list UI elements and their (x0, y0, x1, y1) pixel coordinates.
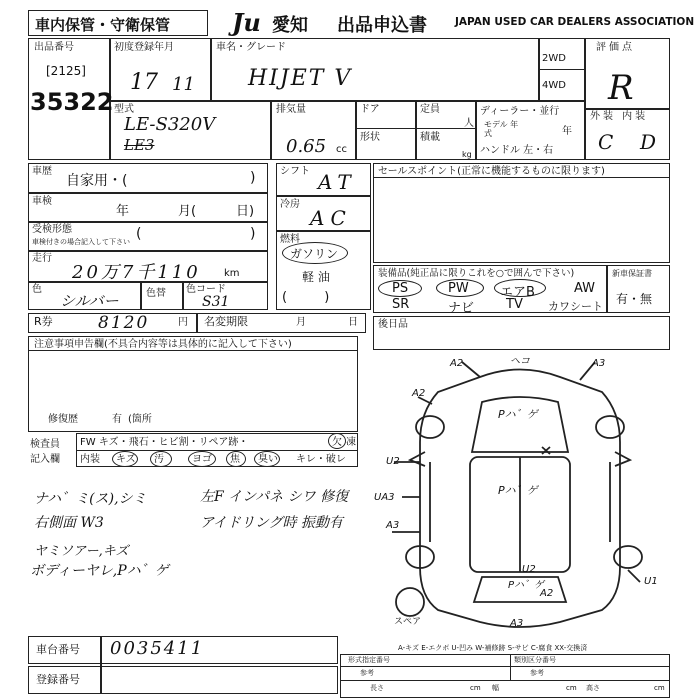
int-circle-2 (150, 451, 172, 467)
inspection-month: 月( (178, 204, 197, 219)
int-item-smell: 臭い (258, 454, 278, 465)
interior-grade: D (640, 130, 657, 154)
load-unit: kg (462, 150, 472, 159)
equip-ps: PS (392, 281, 409, 296)
color-code-value: S31 (202, 294, 230, 310)
acceptance-note: 車検付きの場合記入して下さい (32, 238, 130, 246)
recycle-yen: 円 (178, 317, 188, 328)
chassis-value: 0035411 (110, 638, 205, 659)
equip-kawa-seat: カワシート (548, 300, 603, 313)
diagram-label-a2-top: A2 (450, 358, 464, 369)
inspection-year: 年 (116, 204, 130, 219)
shift-label: シフト (280, 166, 310, 177)
name-change-day: 日 (348, 317, 358, 328)
capacity-unit: 人 (464, 118, 474, 129)
equip-sr: SR (392, 297, 410, 312)
category-ref: 参考 (530, 669, 544, 677)
note-line-4: アイドリング時 振動有 (200, 515, 343, 531)
selling-points-label: セールスポイント(正常に機能するものに限ります) (378, 166, 605, 177)
first-reg-year: 17 (130, 70, 158, 95)
model-label: 型式 (114, 104, 134, 115)
note-line-3: 右側面 W3 (34, 515, 104, 531)
notes-title: 注意事項申告欄(不具合内容等は具体的に記入して下さい) (34, 339, 292, 350)
name-change-label: 名変期限 (204, 315, 248, 328)
fuel-label: 燃料 (280, 234, 300, 245)
model-value: LE-S320V (124, 114, 216, 135)
diagram-label-a2-left: A2 (412, 388, 426, 399)
ac-label: 冷房 (280, 199, 300, 210)
dealer-label: ディーラー・並行 (480, 106, 560, 117)
int-item-burn: 焦 (230, 454, 240, 465)
inspection-label: 車検 (32, 196, 52, 207)
equipment-label: 装備品(純正品に限りこれを○で囲んで下さい) (378, 268, 575, 279)
diagram-label-a3-top: A3 (592, 358, 606, 369)
width-unit: cm (566, 684, 577, 692)
equip-navi: ナビ (448, 301, 475, 316)
equip-tv: TV (506, 297, 523, 312)
diagram-label-u2-left: U2 (386, 456, 400, 467)
repair-history-value: 有 (112, 414, 122, 425)
shift-value: AT (318, 170, 357, 194)
diagram-roof-label: Pハ゛ゲ (498, 408, 538, 421)
form-spec-label: 形式指定番号 (348, 656, 390, 664)
selling-points-box (373, 163, 670, 263)
height-label: 高さ (586, 684, 600, 692)
diagram-rear-a3: A3 (510, 618, 524, 629)
fw-mark-2: 凍 (346, 437, 356, 448)
category-label: 類別区分番号 (514, 656, 556, 664)
first-reg-month: 11 (172, 74, 195, 95)
score-value: R (608, 68, 634, 108)
fuel-option-diesel: 軽 油 (302, 270, 330, 284)
note-line-6: ボディーヤレ,Pハ゛ゲ (30, 563, 169, 579)
lot-label: 出品番号 (34, 42, 74, 53)
color-code-label: 色コード (186, 284, 226, 295)
equip-airbag: エアB (500, 285, 535, 300)
uss-logo: Ju (232, 8, 261, 37)
new-car-warranty-opts: 有・無 (616, 292, 653, 306)
association-name: JAPAN USED CAR DEALERS ASSOCIATION (455, 16, 695, 28)
acceptance-paren-close: ) (250, 226, 256, 242)
recycle-value: 8120 (98, 313, 150, 333)
fw-mark: 欠 (332, 437, 342, 448)
year-unit: 年 (562, 126, 572, 137)
chassis-label: 車台番号 (36, 643, 80, 656)
int-item-stain: ヨゴ (192, 454, 212, 465)
interior-row-label: 内装 (80, 454, 100, 465)
diagram-rear-pbage: Pハ゛ゲ (508, 580, 545, 591)
door-label: ドア (360, 104, 380, 115)
note-line-1: ナハ゛ミ(ス),シミ (34, 491, 147, 507)
repair-history-part: (箇所 (128, 414, 152, 425)
lot-sub: [2125] (46, 64, 86, 78)
registration-label: 登録番号 (36, 673, 80, 686)
fw-row: FW キズ・飛石・ヒビ割・リペア跡・ (80, 437, 249, 448)
acceptance-paren-open: ( (136, 226, 142, 242)
displacement-value: 0.65 (286, 136, 327, 157)
note-line-2: 左F インパネ シワ 修復 (200, 489, 349, 505)
repair-history-label: 修復歴 (48, 414, 78, 425)
mileage-label: 走行 (32, 253, 52, 264)
color-change-label: 色替 (146, 288, 166, 299)
width-label: 幅 (492, 684, 499, 692)
score-label: 評価点 (596, 42, 635, 53)
int-item-dirt: 汚 (154, 454, 164, 465)
capacity-label: 定員 (420, 104, 440, 115)
model-year-label: モデル 年式 (484, 120, 519, 138)
diagram-label-heko: ヘコ (510, 356, 530, 367)
inspector-label: 検査員 記入欄 (30, 439, 60, 465)
lot-number: 35322 (30, 88, 114, 116)
car-diagram (370, 352, 670, 642)
diagram-rear-u2: U2 (522, 564, 536, 575)
shape-label: 形状 (360, 132, 380, 143)
mileage-unit: km (224, 268, 240, 279)
after-items-label: 後日品 (378, 319, 408, 330)
inspection-day: 日) (236, 204, 255, 219)
int-item-scratch: キズ (116, 454, 136, 465)
diagram-rear-a2: A2 (540, 588, 554, 599)
diagram-label-ua3-left: UA3 (374, 492, 395, 503)
history-label: 車歴 (32, 166, 52, 177)
acceptance-label: 受検形態 (32, 224, 72, 235)
int-circle-3 (188, 451, 216, 467)
history-value: 自家用・( (66, 173, 128, 189)
diagram-body-label: Pハ゛ゲ (498, 484, 538, 497)
equip-pw: PW (448, 281, 469, 296)
2wd-label: 2WD (542, 53, 566, 64)
4wd-label: 4WD (542, 80, 566, 91)
diagram-label-u1-right: U1 (644, 576, 658, 587)
diagram-spare-label: スペア (394, 617, 422, 627)
first-reg-label: 初度登録年月 (114, 42, 174, 53)
int-circle-1 (112, 451, 138, 467)
form-title: 出品申込書 (337, 15, 427, 36)
int-item-tear: キレ・破レ (296, 454, 346, 465)
handle-label: ハンドル 左・右 (480, 145, 554, 156)
equip-aw: AW (574, 281, 596, 296)
color-label: 色 (32, 284, 42, 295)
displacement-label: 排気量 (276, 104, 306, 115)
diagram-label-a3-left: A3 (386, 520, 400, 531)
history-close: ) (250, 170, 256, 186)
model-struck: LE3 (124, 136, 155, 154)
height-unit: cm (654, 684, 665, 692)
car-name-value: HIJET V (248, 66, 353, 91)
note-line-5: ヤミソアー,キズ (34, 544, 129, 559)
org-name: 愛知 (272, 15, 308, 36)
displacement-unit: cc (336, 144, 347, 155)
color-value: シルバー (60, 292, 119, 310)
int-circle-5 (254, 451, 280, 467)
fuel-option-gasoline: ガソリン (290, 247, 339, 261)
name-change-month: 月 (296, 317, 306, 328)
load-label: 積載 (420, 132, 440, 143)
recycle-label: R券 (34, 315, 53, 328)
after-items-box (373, 316, 670, 350)
damage-legend: A-キズ E-エクボ U-凹み W-補修跡 S-サビ C-腐食 XX-交換済 (398, 644, 588, 652)
car-name-label: 車名・グレード (216, 42, 286, 53)
mileage-value: 20万7千110 (72, 262, 201, 283)
new-car-warranty-label: 新車保証書 (612, 269, 652, 278)
ext-int-label: 外装 内装 (590, 111, 649, 122)
exterior-grade: C (598, 130, 614, 154)
length-label: 長さ (370, 684, 384, 692)
int-circle-4 (226, 451, 246, 467)
storage-title-box (28, 10, 208, 36)
length-unit: cm (470, 684, 481, 692)
storage-title: 車内保管・守衛保管 (35, 16, 171, 34)
form-spec-ref: 参考 (360, 669, 374, 677)
ac-value: AC (310, 206, 352, 230)
fuel-paren: ( ) (282, 290, 330, 305)
